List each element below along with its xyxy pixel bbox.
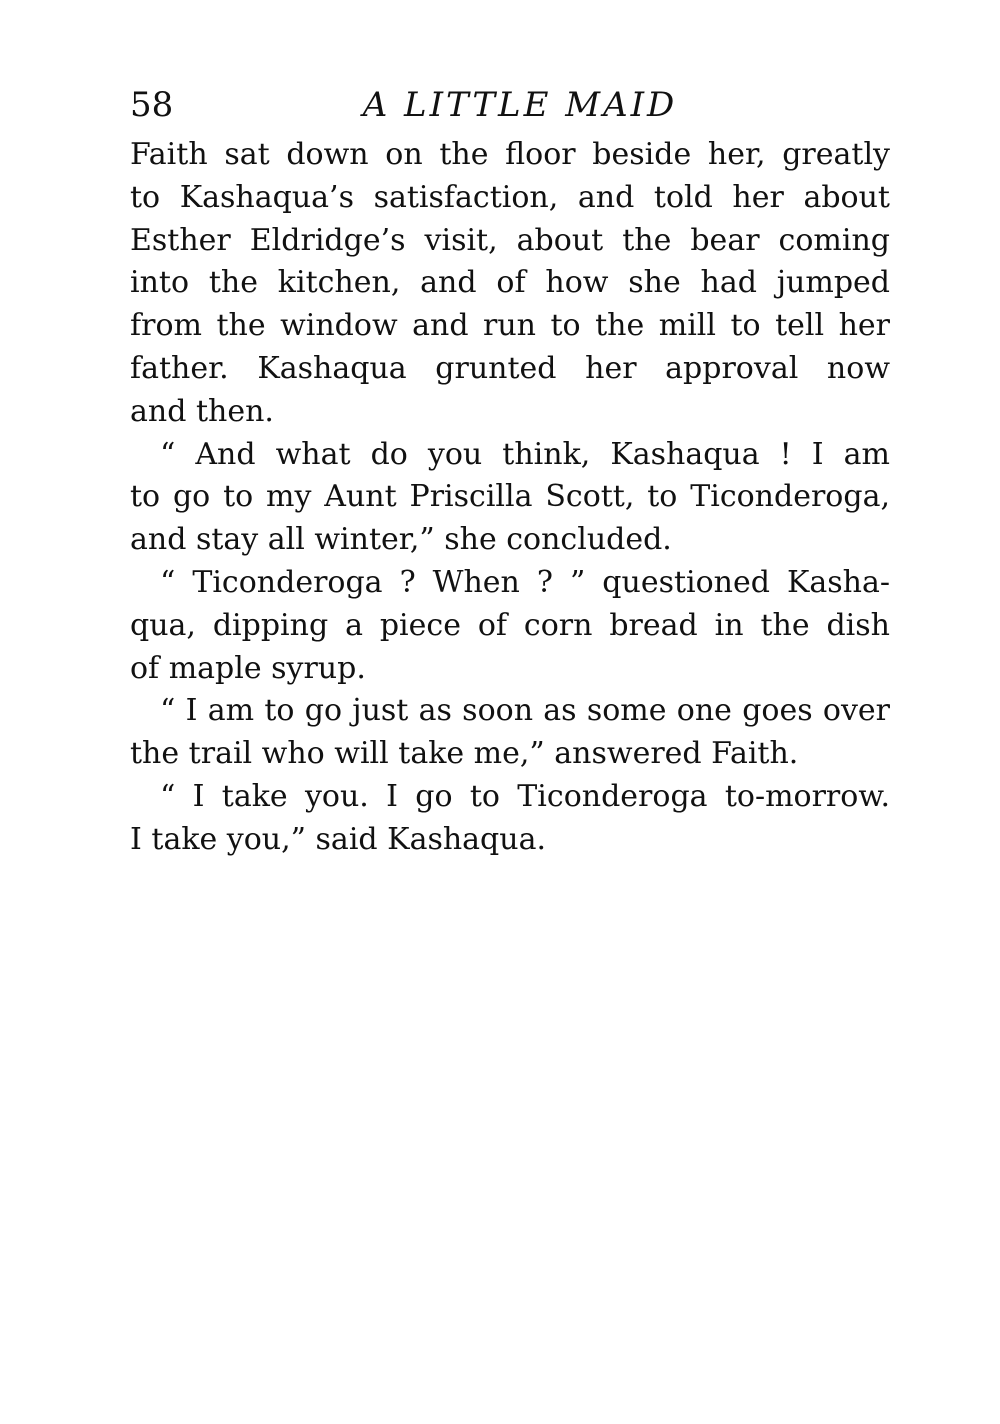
running-title: A LITTLE MAID xyxy=(362,85,678,125)
paragraph xyxy=(130,562,890,690)
text-line: “ I take you. I go to Ticonderoga to-morrow. xyxy=(160,778,890,814)
text-line: Faith sat down on the floor beside her, greatly xyxy=(130,137,890,172)
book-page xyxy=(130,82,890,862)
text-line: to Kashaqua’s satisfaction, and told her about xyxy=(130,179,890,215)
text-line: and then. xyxy=(130,393,274,429)
text-line: to go to my Aunt Priscilla Scott, to Ticonderoga, xyxy=(130,479,890,515)
text-line: I take you,” said Kashaqua. xyxy=(130,821,547,857)
text-line: from the window and run to the mill to tell her xyxy=(130,308,890,344)
text-line: father. Kashaqua grunted her approval now xyxy=(130,350,890,386)
paragraph xyxy=(130,776,890,862)
text-line: qua, dipping a piece of corn bread in the dish xyxy=(130,607,890,643)
text-line: and stay all winter,” she concluded. xyxy=(130,522,672,558)
page-header xyxy=(130,82,890,134)
page-number: 58 xyxy=(130,85,174,125)
text-line: the trail who will take me,” answered Faith. xyxy=(130,736,799,772)
paragraph xyxy=(130,134,890,434)
text-line: into the kitchen, and of how she had jumped xyxy=(130,265,890,301)
paragraph xyxy=(130,434,890,562)
text-line: “ Ticonderoga ? When ? ” questioned Kasha- xyxy=(160,564,890,600)
text-line: “ And what do you think, Kashaqua ! I am xyxy=(160,436,890,472)
paragraph xyxy=(130,690,890,776)
text-line: “ I am to go just as soon as some one goes over xyxy=(160,693,890,729)
text-line: Esther Eldridge’s visit, about the bear coming xyxy=(130,222,890,258)
body-text xyxy=(130,134,890,862)
text-line: of maple syrup. xyxy=(130,650,366,686)
